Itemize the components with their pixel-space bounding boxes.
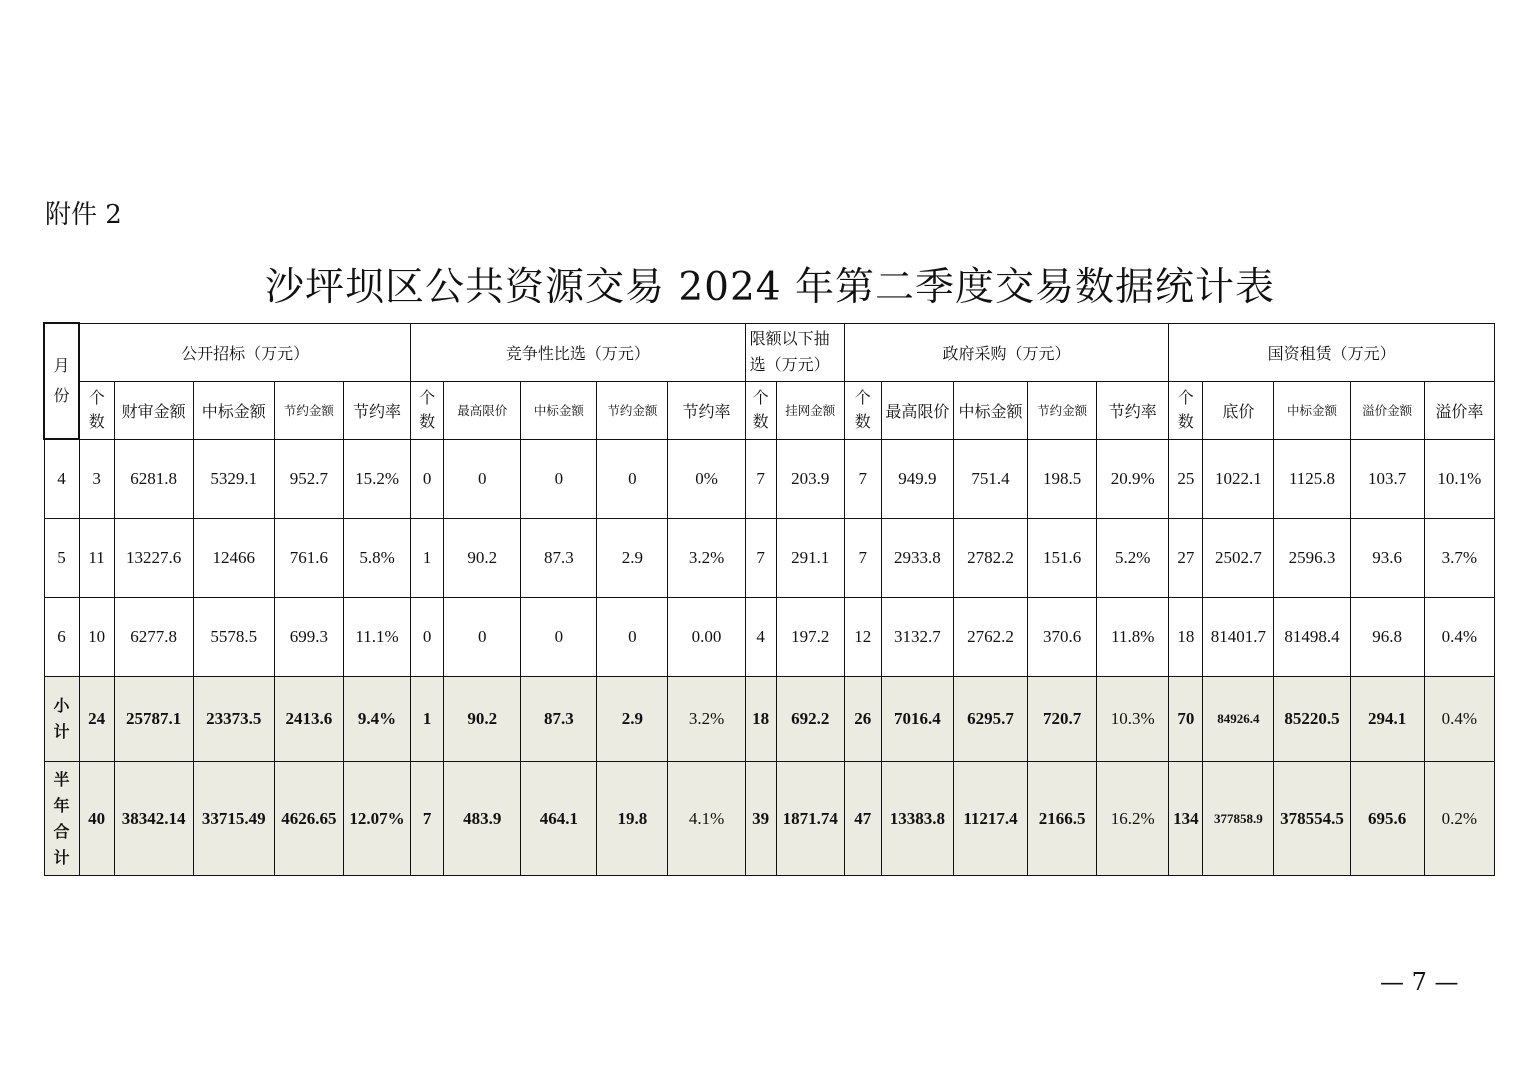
table-cell: 12.07% bbox=[343, 762, 410, 876]
table-cell: 84926.4 bbox=[1203, 677, 1274, 762]
table-cell: 134 bbox=[1169, 762, 1203, 876]
table-row bbox=[44, 598, 1495, 677]
col-premium-rate: 溢价率 bbox=[1424, 381, 1494, 439]
table-cell: 483.9 bbox=[444, 762, 521, 876]
table-cell: 87.3 bbox=[521, 677, 597, 762]
col-count-text: 个数 bbox=[1177, 388, 1194, 431]
table-cell: 761.6 bbox=[274, 519, 343, 598]
table-cell: 1 bbox=[411, 519, 444, 598]
table-cell: 18 bbox=[1169, 598, 1203, 677]
table-cell: 2933.8 bbox=[881, 519, 953, 598]
table-cell: 39 bbox=[745, 762, 776, 876]
table-cell: 4 bbox=[745, 598, 776, 677]
table-cell: 19.8 bbox=[597, 762, 668, 876]
table-cell: 695.6 bbox=[1350, 762, 1424, 876]
table-cell: 12 bbox=[844, 598, 881, 677]
table-cell: 720.7 bbox=[1028, 677, 1097, 762]
page-number: — 7 — bbox=[1380, 968, 1459, 996]
col-saving-rate: 节约率 bbox=[343, 381, 410, 439]
table-cell: 11.1% bbox=[343, 598, 410, 677]
table-cell: 6277.8 bbox=[114, 598, 193, 677]
summary-row bbox=[44, 762, 1495, 876]
table-cell: 10.1% bbox=[1424, 439, 1494, 519]
table-cell: 47 bbox=[844, 762, 881, 876]
table-cell: 294.1 bbox=[1350, 677, 1424, 762]
table-cell: 6281.8 bbox=[114, 439, 193, 519]
table-cell: 2596.3 bbox=[1274, 519, 1350, 598]
table-cell: 9.4% bbox=[343, 677, 410, 762]
col-bid-amount: 中标金额 bbox=[193, 381, 274, 439]
table-cell: 1 bbox=[411, 677, 444, 762]
table-cell: 952.7 bbox=[274, 439, 343, 519]
table-cell: 3.2% bbox=[668, 677, 745, 762]
table-cell: 2.9 bbox=[597, 519, 668, 598]
table-cell: 0 bbox=[444, 439, 521, 519]
table-cell: 27 bbox=[1169, 519, 1203, 598]
table-cell: 7 bbox=[745, 439, 776, 519]
table-cell: 5.8% bbox=[343, 519, 410, 598]
table-cell: 11.8% bbox=[1097, 598, 1169, 677]
table-cell: 90.2 bbox=[444, 677, 521, 762]
month-header-text: 月份 bbox=[53, 356, 70, 405]
table-body bbox=[44, 439, 1495, 876]
row-label: 4 bbox=[44, 439, 79, 519]
col-saving-amount: 节约金额 bbox=[274, 381, 343, 439]
table-cell: 377858.9 bbox=[1203, 762, 1274, 876]
table-cell: 10.3% bbox=[1097, 677, 1169, 762]
table-cell: 5578.5 bbox=[193, 598, 274, 677]
table-cell: 151.6 bbox=[1028, 519, 1097, 598]
table-cell: 24 bbox=[79, 677, 114, 762]
table-cell: 3132.7 bbox=[881, 598, 953, 677]
col-count bbox=[411, 381, 444, 439]
table-cell: 13227.6 bbox=[114, 519, 193, 598]
group-state-lease: 国资租赁（万元） bbox=[1169, 323, 1495, 381]
table-cell: 0.4% bbox=[1424, 598, 1494, 677]
table-cell: 3 bbox=[79, 439, 114, 519]
col-saving-rate: 节约率 bbox=[668, 381, 745, 439]
table-cell: 0 bbox=[521, 598, 597, 677]
col-bid-amount: 中标金额 bbox=[953, 381, 1027, 439]
table-cell: 699.3 bbox=[274, 598, 343, 677]
table-cell: 692.2 bbox=[776, 677, 844, 762]
table-cell: 26 bbox=[844, 677, 881, 762]
table-cell: 0 bbox=[597, 598, 668, 677]
table-cell: 2413.6 bbox=[274, 677, 343, 762]
table-cell: 5329.1 bbox=[193, 439, 274, 519]
group-below-quota: 限额以下抽选（万元） bbox=[745, 323, 844, 381]
month-header bbox=[44, 323, 79, 439]
table-cell: 10 bbox=[79, 598, 114, 677]
col-count-text: 个数 bbox=[419, 388, 436, 431]
table-cell: 0% bbox=[668, 439, 745, 519]
table-cell: 291.1 bbox=[776, 519, 844, 598]
table-cell: 7 bbox=[844, 519, 881, 598]
col-count bbox=[844, 381, 881, 439]
table-cell: 81498.4 bbox=[1274, 598, 1350, 677]
table-cell: 0 bbox=[597, 439, 668, 519]
group-competitive-selection: 竞争性比选（万元） bbox=[411, 323, 746, 381]
table-cell: 1125.8 bbox=[1274, 439, 1350, 519]
table-cell: 0.4% bbox=[1424, 677, 1494, 762]
page-title: 沙坪坝区公共资源交易 2024 年第二季度交易数据统计表 bbox=[264, 265, 1276, 310]
table-cell: 0 bbox=[444, 598, 521, 677]
table-cell: 2762.2 bbox=[953, 598, 1027, 677]
col-saving-amount: 节约金额 bbox=[597, 381, 668, 439]
table-cell: 2.9 bbox=[597, 677, 668, 762]
table-cell: 25 bbox=[1169, 439, 1203, 519]
table-cell: 0 bbox=[521, 439, 597, 519]
row-label-text: 半年合计 bbox=[53, 769, 70, 867]
table-cell: 0 bbox=[411, 439, 444, 519]
table-cell: 20.9% bbox=[1097, 439, 1169, 519]
row-label bbox=[44, 762, 79, 876]
table-cell: 12466 bbox=[193, 519, 274, 598]
row-label: 5 bbox=[44, 519, 79, 598]
table-cell: 16.2% bbox=[1097, 762, 1169, 876]
col-max-price: 最高限价 bbox=[881, 381, 953, 439]
table-row bbox=[44, 439, 1495, 519]
group-gov-procurement: 政府采购（万元） bbox=[844, 323, 1169, 381]
group-open-tender: 公开招标（万元） bbox=[79, 323, 411, 381]
table-cell: 2502.7 bbox=[1203, 519, 1274, 598]
table-cell: 4626.65 bbox=[274, 762, 343, 876]
table-cell: 90.2 bbox=[444, 519, 521, 598]
col-count bbox=[745, 381, 776, 439]
table-cell: 0.00 bbox=[668, 598, 745, 677]
table-cell: 7 bbox=[745, 519, 776, 598]
col-max-price: 最高限价 bbox=[444, 381, 521, 439]
col-premium-amount: 溢价金额 bbox=[1350, 381, 1424, 439]
table-cell: 96.8 bbox=[1350, 598, 1424, 677]
col-count-text: 个数 bbox=[88, 388, 105, 431]
table-cell: 378554.5 bbox=[1274, 762, 1350, 876]
table-cell: 40 bbox=[79, 762, 114, 876]
table-cell: 2782.2 bbox=[953, 519, 1027, 598]
col-count-text: 个数 bbox=[752, 388, 769, 431]
col-listed-amount: 挂网金额 bbox=[776, 381, 844, 439]
table-cell: 85220.5 bbox=[1274, 677, 1350, 762]
table-cell: 198.5 bbox=[1028, 439, 1097, 519]
col-count-text: 个数 bbox=[854, 388, 871, 431]
table-cell: 87.3 bbox=[521, 519, 597, 598]
col-saving-amount: 节约金额 bbox=[1028, 381, 1097, 439]
table-cell: 0 bbox=[411, 598, 444, 677]
table-cell: 15.2% bbox=[343, 439, 410, 519]
table-cell: 1871.74 bbox=[776, 762, 844, 876]
col-base-price: 底价 bbox=[1203, 381, 1274, 439]
col-bid-amount: 中标金额 bbox=[1274, 381, 1350, 439]
table-cell: 93.6 bbox=[1350, 519, 1424, 598]
table-cell: 197.2 bbox=[776, 598, 844, 677]
col-bid-amount: 中标金额 bbox=[521, 381, 597, 439]
table-cell: 370.6 bbox=[1028, 598, 1097, 677]
table-cell: 103.7 bbox=[1350, 439, 1424, 519]
statistics-table bbox=[43, 322, 1495, 876]
table-cell: 1022.1 bbox=[1203, 439, 1274, 519]
table-row bbox=[44, 519, 1495, 598]
table-cell: 751.4 bbox=[953, 439, 1027, 519]
table-cell: 25787.1 bbox=[114, 677, 193, 762]
table-cell: 11 bbox=[79, 519, 114, 598]
table-cell: 464.1 bbox=[521, 762, 597, 876]
table-cell: 11217.4 bbox=[953, 762, 1027, 876]
table-cell: 33715.49 bbox=[193, 762, 274, 876]
table-cell: 6295.7 bbox=[953, 677, 1027, 762]
table-cell: 0.2% bbox=[1424, 762, 1494, 876]
col-saving-rate: 节约率 bbox=[1097, 381, 1169, 439]
table-cell: 13383.8 bbox=[881, 762, 953, 876]
table-cell: 203.9 bbox=[776, 439, 844, 519]
summary-row bbox=[44, 677, 1495, 762]
table-cell: 3.2% bbox=[668, 519, 745, 598]
table-cell: 4.1% bbox=[668, 762, 745, 876]
row-label-text: 小计 bbox=[53, 696, 70, 741]
table-cell: 81401.7 bbox=[1203, 598, 1274, 677]
col-count bbox=[79, 381, 114, 439]
table-cell: 7 bbox=[411, 762, 444, 876]
table-cell: 70 bbox=[1169, 677, 1203, 762]
table-cell: 5.2% bbox=[1097, 519, 1169, 598]
row-label bbox=[44, 677, 79, 762]
table-cell: 18 bbox=[745, 677, 776, 762]
col-audit-amount: 财审金额 bbox=[114, 381, 193, 439]
table-cell: 2166.5 bbox=[1028, 762, 1097, 876]
table-cell: 7016.4 bbox=[881, 677, 953, 762]
table-cell: 7 bbox=[844, 439, 881, 519]
row-label: 6 bbox=[44, 598, 79, 677]
table-cell: 3.7% bbox=[1424, 519, 1494, 598]
table-cell: 38342.14 bbox=[114, 762, 193, 876]
table-cell: 23373.5 bbox=[193, 677, 274, 762]
attachment-label: 附件 2 bbox=[45, 200, 122, 230]
table-cell: 949.9 bbox=[881, 439, 953, 519]
col-count bbox=[1169, 381, 1203, 439]
